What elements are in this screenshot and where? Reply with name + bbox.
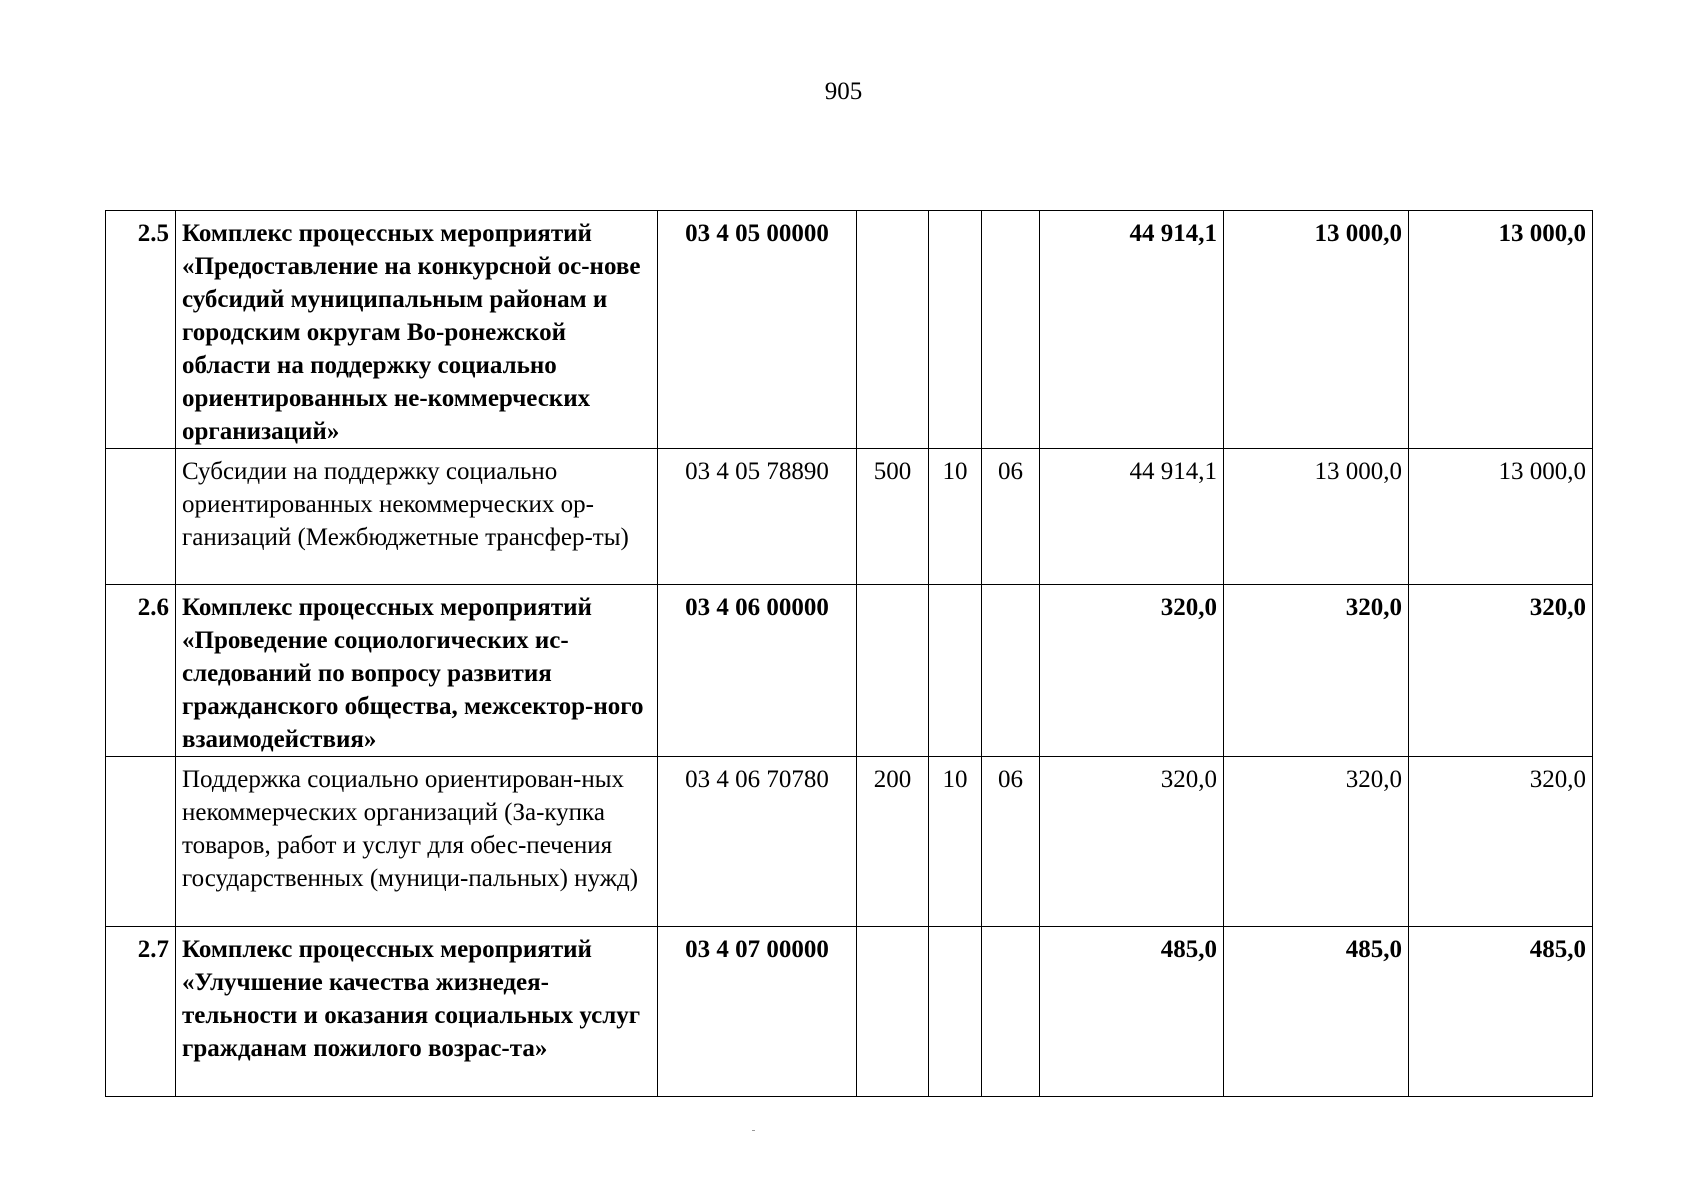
row-description: Субсидии на поддержку социально ориентированных некоммерческих ор-ганизаций (Межбюджетные трансфер-ты) [176, 449, 658, 585]
row-number: 2.5 [106, 211, 176, 449]
page-number: 905 [824, 78, 863, 105]
row-description: Комплекс процессных мероприятий «Проведение социологических ис-следований по вопросу развития гражданского общества, межсектор-ного взаимодействия» [176, 585, 658, 757]
table-row [106, 927, 1593, 1097]
row-rz [929, 211, 982, 449]
row-value-2: 320,0 [1224, 757, 1409, 927]
row-description: Поддержка социально ориентирован-ных некоммерческих организаций (За-купка товаров, работ и услуг для обес-печения государственных (муници-пальных) нужд) [176, 757, 658, 927]
row-code: 03 4 06 00000 [658, 585, 857, 757]
row-value-3: 320,0 [1409, 585, 1593, 757]
row-value-2: 13 000,0 [1224, 211, 1409, 449]
row-value-2: 320,0 [1224, 585, 1409, 757]
row-value-3: 13 000,0 [1409, 449, 1593, 585]
row-description: Комплекс процессных мероприятий «Улучшение качества жизнедея-тельности и оказания социальных услуг гражданам пожилого возрас-та» [176, 927, 658, 1097]
row-number [106, 757, 176, 927]
row-value-1: 320,0 [1040, 585, 1224, 757]
row-value-1: 320,0 [1040, 757, 1224, 927]
row-pr [982, 585, 1040, 757]
row-pr [982, 211, 1040, 449]
row-value-1: 44 914,1 [1040, 449, 1224, 585]
row-rz [929, 927, 982, 1097]
row-pr: 06 [982, 757, 1040, 927]
table-row [106, 585, 1593, 757]
row-value-3: 485,0 [1409, 927, 1593, 1097]
row-rz: 10 [929, 449, 982, 585]
row-vr: 200 [857, 757, 929, 927]
row-code: 03 4 06 70780 [658, 757, 857, 927]
row-value-2: 485,0 [1224, 927, 1409, 1097]
row-value-2: 13 000,0 [1224, 449, 1409, 585]
row-rz [929, 585, 982, 757]
budget-table [105, 210, 1593, 1097]
row-code: 03 4 07 00000 [658, 927, 857, 1097]
row-value-1: 44 914,1 [1040, 211, 1224, 449]
row-rz: 10 [929, 757, 982, 927]
row-number [106, 449, 176, 585]
row-pr: 06 [982, 449, 1040, 585]
table-row [106, 757, 1593, 927]
scan-mark [752, 1130, 755, 1131]
row-number: 2.7 [106, 927, 176, 1097]
table-row [106, 449, 1593, 585]
row-number: 2.6 [106, 585, 176, 757]
row-value-3: 13 000,0 [1409, 211, 1593, 449]
row-vr: 500 [857, 449, 929, 585]
row-vr [857, 585, 929, 757]
table-row [106, 211, 1593, 449]
row-description: Комплекс процессных мероприятий «Предоставление на конкурсной ос-нове субсидий муниципальным районам и городским округам Во-ронежской области на поддержку социально ориентированных не-коммерческих организаций» [176, 211, 658, 449]
row-pr [982, 927, 1040, 1097]
row-value-1: 485,0 [1040, 927, 1224, 1097]
row-vr [857, 927, 929, 1097]
row-value-3: 320,0 [1409, 757, 1593, 927]
row-code: 03 4 05 78890 [658, 449, 857, 585]
row-vr [857, 211, 929, 449]
row-code: 03 4 05 00000 [658, 211, 857, 449]
